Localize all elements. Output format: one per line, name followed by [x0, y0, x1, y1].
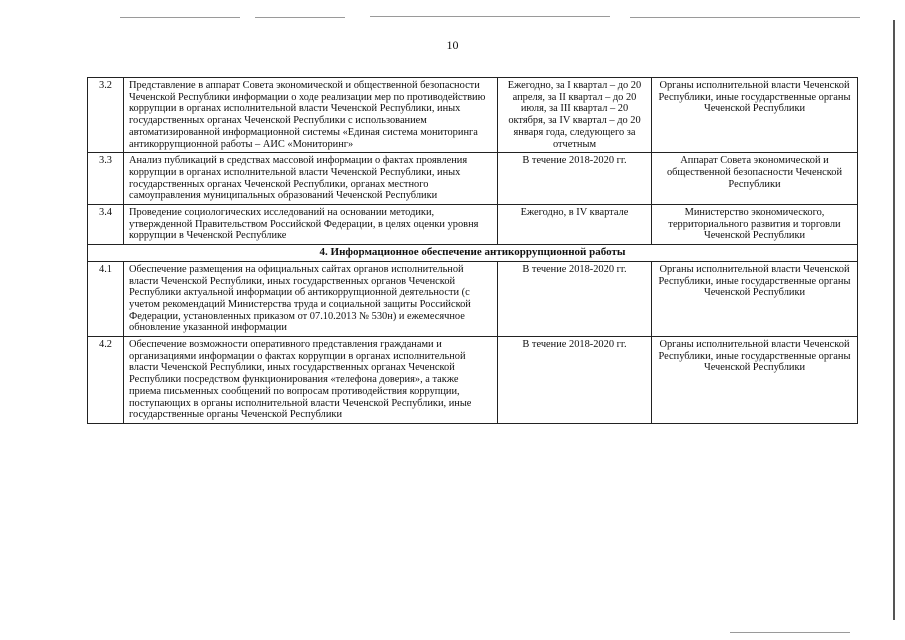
- item-description: Проведение социологических исследований на основании методики, утвержденной Правительством Российской Федерации, в целях оценки уровня коррупции в Чеченской Республике: [124, 205, 498, 245]
- item-description: Обеспечение возможности оперативного представления гражданами и организациями информации о фактах коррупции в органах исполнительной власти Чеченской Республики, иных государственных органах Чеченской Республики посредством функционирования «телефона доверия», а также приема письменных сообщений по вопросам противодействия коррупции, поступающих в органы исполнительной власти Чеченской Республики, иные государственные органы Чеченской Республики: [124, 337, 498, 424]
- section-title: 4. Информационное обеспечение антикоррупционной работы: [88, 245, 858, 262]
- item-executor: Органы исполнительной власти Чеченской Республики, иные государственные органы Чеченской Республики: [652, 261, 858, 336]
- item-executor: Органы исполнительной власти Чеченской Республики, иные государственные органы Чеченской Республики: [652, 78, 858, 153]
- table-row: [88, 205, 858, 245]
- scan-artifact-top-4: [630, 17, 860, 18]
- item-term: В течение 2018-2020 гг.: [498, 337, 652, 424]
- scan-page-edge: [893, 20, 895, 620]
- item-number: 4.1: [88, 261, 124, 336]
- item-term: Ежегодно, за I квартал – до 20 апреля, за II квартал – до 20 июля, за III квартал – 20 октября, за IV квартал – до 20 января года, следующего за отчетным: [498, 78, 652, 153]
- item-term: Ежегодно, в IV квартале: [498, 205, 652, 245]
- item-number: 3.2: [88, 78, 124, 153]
- table-row: [88, 78, 858, 153]
- item-description: Представление в аппарат Совета экономической и общественной безопасности Чеченской Республики информации о ходе реализации мер по противодействию коррупции в органах исполнительной власти Чеченской Республики, иных государственных органах Чеченской Республики с использованием автоматизированной информационной системы «Единая система мониторинга антикоррупционной работы – АИС «Мониторинг»: [124, 78, 498, 153]
- item-term: В течение 2018-2020 гг.: [498, 261, 652, 336]
- page-number: 10: [446, 38, 459, 52]
- item-term: В течение 2018-2020 гг.: [498, 153, 652, 205]
- scan-artifact-top-2: [255, 17, 345, 18]
- measures-table: [87, 77, 858, 424]
- item-executor: Министерство экономического, территориального развития и торговли Чеченской Республики: [652, 205, 858, 245]
- section-row: [88, 245, 858, 262]
- item-number: 4.2: [88, 337, 124, 424]
- scan-artifact-bottom-1: [730, 632, 850, 633]
- scan-artifact-top-3: [370, 16, 610, 17]
- scan-artifact-top-1: [120, 17, 240, 18]
- item-executor: Органы исполнительной власти Чеченской Республики, иные государственные органы Чеченской Республики: [652, 337, 858, 424]
- table-row: [88, 153, 858, 205]
- item-number: 3.4: [88, 205, 124, 245]
- table-row: [88, 261, 858, 336]
- item-description: Обеспечение размещения на официальных сайтах органов исполнительной власти Чеченской Республики, иных государственных органов Чеченской Республики актуальной информации об антикоррупционной деятельности (с учетом рекомендаций Министерства труда и социальной защиты Российской Федерации, установленных приказом от 07.10.2013 № 530н) и ежемесячное обновление указанной информации: [124, 261, 498, 336]
- item-executor: Аппарат Совета экономической и общественной безопасности Чеченской Республики: [652, 153, 858, 205]
- item-description: Анализ публикаций в средствах массовой информации о фактах проявления коррупции в органах исполнительной власти Чеченской Республики, иных государственных органах Чеченской Республики, органах местного самоуправления муниципальных образований Чеченской Республики: [124, 153, 498, 205]
- item-number: 3.3: [88, 153, 124, 205]
- table-row: [88, 337, 858, 424]
